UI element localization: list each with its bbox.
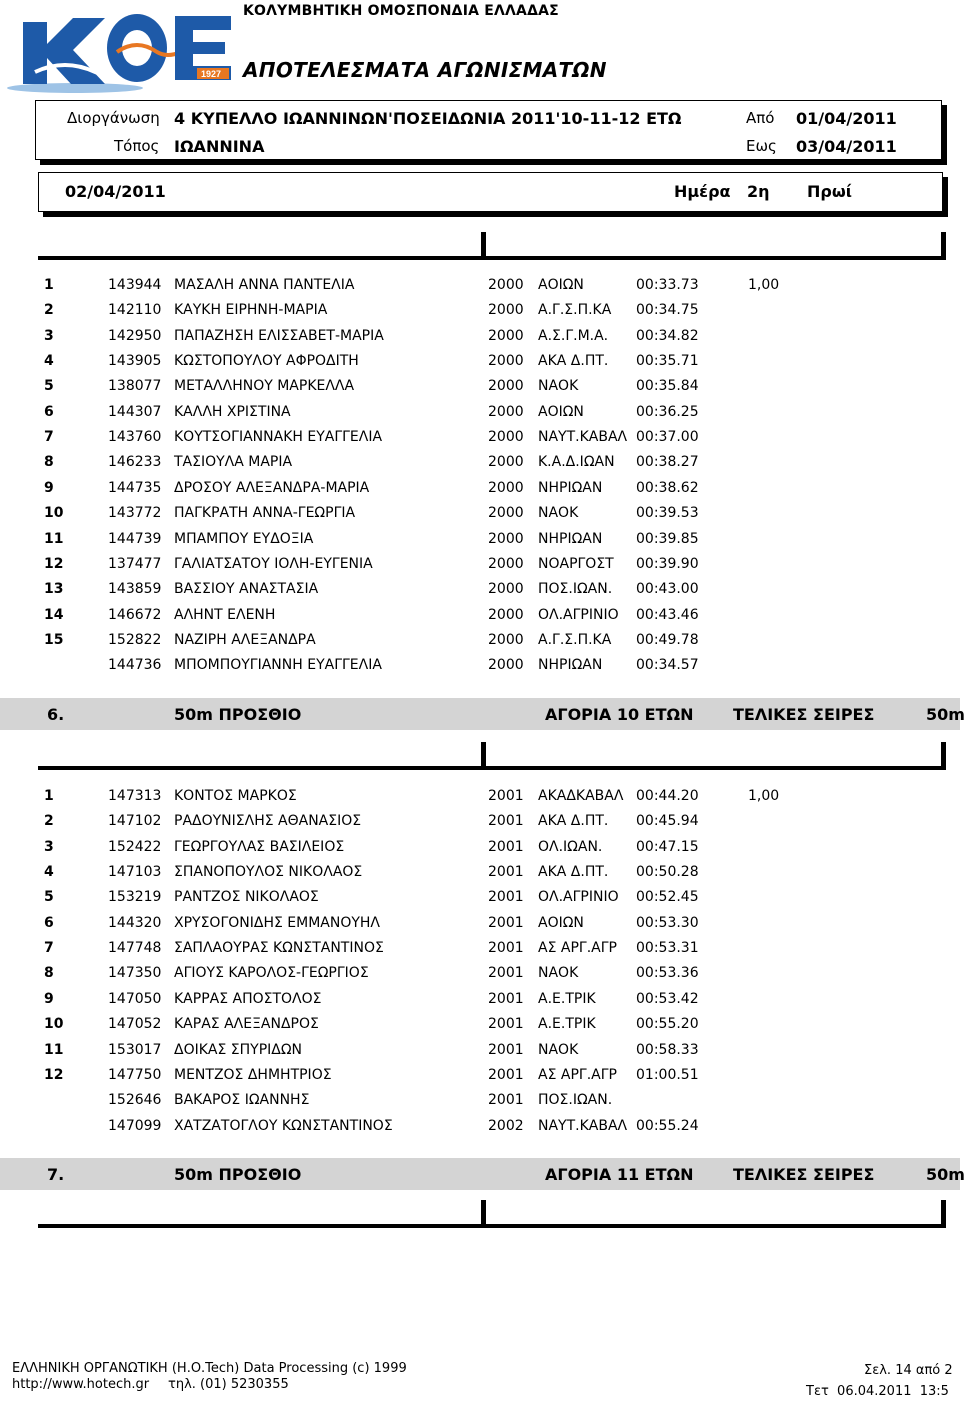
table-row: [0, 813, 960, 838]
id-cell: 146672: [108, 606, 162, 623]
club-cell: Α.Σ.Γ.Μ.Α.: [538, 327, 609, 344]
name-cell: ΧΑΤΖΑΤΟΓΛΟΥ ΚΩΝΣΤΑΝΤΙΝΟΣ: [174, 1117, 393, 1134]
name-cell: ΡΑΔΟΥΝΙΣΛΗΣ ΑΘΑΝΑΣΙΟΣ: [174, 813, 362, 830]
id-cell: 152646: [108, 1092, 162, 1109]
time-cell: 00:52.45: [636, 889, 699, 906]
table-row: [0, 1067, 960, 1092]
table-row: [0, 657, 960, 682]
club-cell: ΝΗΡΙΩΑΝ: [538, 657, 603, 674]
table-row: [0, 940, 960, 965]
rank-cell: 12: [44, 1066, 64, 1083]
table-row: [0, 277, 960, 302]
time-cell: 00:53.31: [636, 940, 699, 957]
rank-cell: 13: [44, 581, 64, 598]
name-cell: ΠΑΓΚΡΑΤΗ ΑΝΝΑ-ΓΕΩΡΓΙΑ: [174, 505, 356, 522]
club-cell: ΝΑΟΚ: [538, 1041, 579, 1058]
year-cell: 2000: [488, 581, 524, 598]
time-cell: 00:43.00: [636, 581, 699, 598]
federation-logo: [5, 2, 235, 90]
id-cell: 144307: [108, 403, 162, 420]
event-category: ΑΓΟΡΙΑ 11 ΕΤΩΝ: [545, 1165, 694, 1184]
year-cell: 2000: [488, 429, 524, 446]
name-cell: ΑΛΗΝΤ ΕΛΕΝΗ: [174, 606, 276, 623]
club-cell: ΝΗΡΙΩΑΝ: [538, 530, 603, 547]
year-cell: 2001: [488, 1092, 524, 1109]
club-cell: ΝΟΑΡΓΟΣΤ: [538, 555, 614, 572]
club-cell: Α.Ε.ΤΡΙΚ: [538, 1016, 596, 1033]
rank-cell: 14: [44, 606, 64, 623]
club-cell: ΑΚΑ Δ.ΠΤ.: [538, 864, 609, 881]
day-label: Ημέρα: [674, 182, 731, 201]
print-timestamp: Τετ 06.04.2011 13:5: [806, 1384, 949, 1399]
table-row: [0, 581, 960, 606]
footer-phone: τηλ. (01) 5230355: [168, 1377, 289, 1392]
year-cell: 2000: [488, 403, 524, 420]
event-title: 50m ΠΡΟΣΘΙΟ: [174, 705, 302, 724]
name-cell: ΒΑΣΣΙΟΥ ΑΝΑΣΤΑΣΙΑ: [174, 581, 319, 598]
rank-cell: 4: [44, 353, 54, 370]
name-cell: ΚΟΝΤΟΣ ΜΑΡΚΟΣ: [174, 788, 297, 804]
id-cell: 143944: [108, 277, 162, 293]
venue-label: Τόπος: [114, 137, 160, 155]
id-cell: 147750: [108, 1066, 162, 1083]
time-cell: 00:44.20: [636, 788, 699, 804]
name-cell: ΡΑΝΤΖΟΣ ΝΙΚΟΛΑΟΣ: [174, 889, 319, 906]
meet-info-box: [35, 100, 942, 160]
id-cell: 152422: [108, 838, 162, 855]
table-row: [0, 965, 960, 990]
time-cell: 00:33.73: [636, 277, 699, 293]
id-cell: 147102: [108, 813, 162, 830]
table-row: [0, 915, 960, 940]
time-cell: 00:36.25: [636, 403, 699, 420]
event-extra: 50m: [926, 1165, 965, 1184]
session-box: [38, 172, 943, 212]
points-cell: 1,00: [748, 788, 780, 804]
organizer-value: 4 ΚΥΠΕΛΛΟ ΙΩΑΝΝΙΝΩΝ'ΠΟΣΕΙΔΩΝΙΑ 2011'10-11-12 ΕΤΩ: [174, 109, 682, 128]
id-cell: 147748: [108, 940, 162, 957]
rank-cell: 5: [44, 889, 54, 906]
name-cell: ΧΡΥΣΟΓΟΝΙΔΗΣ ΕΜΜΑΝΟΥΗΛ: [174, 914, 381, 931]
name-cell: ΜΠΟΜΠΟΥΓΙΑΝΝΗ ΕΥΑΓΓΕΛΙΑ: [174, 657, 382, 674]
rank-cell: 4: [44, 864, 54, 881]
page-number: Σελ. 14 από 2: [864, 1363, 953, 1378]
rank-cell: 7: [44, 940, 54, 957]
time-cell: 00:38.62: [636, 479, 699, 496]
id-cell: 153219: [108, 889, 162, 906]
session-date: 02/04/2011: [65, 182, 166, 201]
id-cell: 137477: [108, 555, 162, 572]
club-cell: ΑΚΑ Δ.ΠΤ.: [538, 353, 609, 370]
rank-cell: 6: [44, 403, 54, 420]
rank-cell: 8: [44, 965, 54, 982]
year-cell: 2000: [488, 302, 524, 319]
rank-cell: 1: [44, 277, 54, 293]
event-round: ΤΕΛΙΚΕΣ ΣΕΙΡΕΣ: [733, 1165, 875, 1184]
id-cell: 144320: [108, 914, 162, 931]
table-row: [0, 788, 960, 813]
club-cell: ΑΟΙΩΝ: [538, 403, 584, 420]
year-cell: 2000: [488, 327, 524, 344]
year-cell: 2001: [488, 990, 524, 1007]
year-cell: 2001: [488, 813, 524, 830]
name-cell: ΠΑΠΑΖΗΣΗ ΕΛΙΣΣΑΒΕΤ-ΜΑΡΙΑ: [174, 327, 384, 344]
footer-company: ΕΛΛΗΝΙΚΗ ΟΡΓΑΝΩΤΙΚΗ (Η.Ο.Tech) Data Processing (c) 1999: [12, 1361, 407, 1376]
results-title: ΑΠΟΤΕΛΕΣΜΑΤΑ ΑΓΩΝΙΣΜΑΤΩΝ: [243, 58, 607, 82]
rank-cell: 12: [44, 555, 64, 572]
year-cell: 2002: [488, 1117, 524, 1134]
name-cell: ΜΑΣΑΛΗ ΑΝΝΑ ΠΑΝΤΕΛΙΑ: [174, 277, 355, 293]
year-cell: 2000: [488, 606, 524, 623]
rank-cell: 7: [44, 429, 54, 446]
logo-year: 1927: [201, 69, 222, 79]
to-label: Εως: [746, 137, 777, 155]
club-cell: ΝΑΟΚ: [538, 378, 579, 395]
organizer-label: Διοργάνωση: [67, 109, 160, 127]
time-cell: 00:39.53: [636, 505, 699, 522]
name-cell: ΜΠΑΜΠΟΥ ΕΥΔΟΞΙΑ: [174, 530, 314, 547]
year-cell: 2000: [488, 631, 524, 648]
time-cell: 00:43.46: [636, 606, 699, 623]
club-cell: ΑΣ ΑΡΓ.ΑΓΡ: [538, 940, 617, 957]
event-number: 6.: [47, 705, 65, 724]
id-cell: 147350: [108, 965, 162, 982]
name-cell: ΤΑΣΙΟΥΛΑ ΜΑΡΙΑ: [174, 454, 293, 471]
year-cell: 2001: [488, 940, 524, 957]
table-row: [0, 480, 960, 505]
time-cell: 00:35.84: [636, 378, 699, 395]
name-cell: ΑΓΙΟΥΣ ΚΑΡΟΛΟΣ-ΓΕΩΡΓΙΟΣ: [174, 965, 369, 982]
time-cell: 00:34.82: [636, 327, 699, 344]
club-cell: ΑΟΙΩΝ: [538, 277, 584, 293]
rank-cell: 3: [44, 327, 54, 344]
year-cell: 2000: [488, 505, 524, 522]
id-cell: 153017: [108, 1041, 162, 1058]
table-row: [0, 328, 960, 353]
results-table-1: [0, 277, 960, 682]
time-cell: 00:39.85: [636, 530, 699, 547]
club-cell: ΝΑΥΤ.ΚΑΒΑΛ: [538, 429, 628, 446]
table-row: [0, 1118, 960, 1143]
year-cell: 2001: [488, 788, 524, 804]
year-cell: 2001: [488, 838, 524, 855]
club-cell: ΝΑΟΚ: [538, 965, 579, 982]
event-round: ΤΕΛΙΚΕΣ ΣΕΙΡΕΣ: [733, 705, 875, 724]
rank-cell: 8: [44, 454, 54, 471]
club-cell: ΑΟΙΩΝ: [538, 914, 584, 931]
name-cell: ΣΑΠΛΑΟΥΡΑΣ ΚΩΝΣΤΑΝΤΙΝΟΣ: [174, 940, 384, 957]
year-cell: 2000: [488, 555, 524, 572]
year-cell: 2000: [488, 479, 524, 496]
club-cell: Κ.Α.Δ.ΙΩΑΝ: [538, 454, 615, 471]
time-cell: 00:37.00: [636, 429, 699, 446]
rank-cell: 2: [44, 813, 54, 830]
time-cell: 01:00.51: [636, 1066, 699, 1083]
name-cell: ΝΑΖΙΡΗ ΑΛΕΞΑΝΔΡΑ: [174, 631, 316, 648]
table-row: [0, 991, 960, 1016]
name-cell: ΓΑΛΙΑΤΣΑΤΟΥ ΙΟΛΗ-ΕΥΓΕΝΙΑ: [174, 555, 373, 572]
rank-cell: 11: [44, 530, 64, 547]
rank-cell: 6: [44, 914, 54, 931]
year-cell: 2000: [488, 657, 524, 674]
year-cell: 2000: [488, 378, 524, 395]
venue-value: ΙΩΑΝΝΙΝΑ: [174, 137, 265, 156]
id-cell: 138077: [108, 378, 162, 395]
club-cell: ΝΑΟΚ: [538, 505, 579, 522]
id-cell: 143772: [108, 505, 162, 522]
id-cell: 143760: [108, 429, 162, 446]
time-cell: 00:34.57: [636, 657, 699, 674]
rank-cell: 10: [44, 1016, 64, 1033]
name-cell: ΚΑΡΑΣ ΑΛΕΞΑΝΔΡΟΣ: [174, 1016, 319, 1033]
to-date: 03/04/2011: [796, 137, 897, 156]
table-row: [0, 404, 960, 429]
rank-cell: 10: [44, 505, 64, 522]
id-cell: 147103: [108, 864, 162, 881]
event-title: 50m ΠΡΟΣΘΙΟ: [174, 1165, 302, 1184]
name-cell: ΚΟΥΤΣΟΓΙΑΝΝΑΚΗ ΕΥΑΓΓΕΛΙΑ: [174, 429, 383, 446]
rank-cell: 9: [44, 990, 54, 1007]
table-row: [0, 607, 960, 632]
rank-cell: 9: [44, 479, 54, 496]
session-part: Πρωί: [807, 182, 852, 201]
table-row: [0, 889, 960, 914]
id-cell: 147313: [108, 788, 162, 804]
from-date: 01/04/2011: [796, 109, 897, 128]
table-row: [0, 1016, 960, 1041]
rank-cell: 5: [44, 378, 54, 395]
time-cell: 00:55.20: [636, 1016, 699, 1033]
id-cell: 143859: [108, 581, 162, 598]
event-number: 7.: [47, 1165, 65, 1184]
club-cell: ΠΟΣ.ΙΩΑΝ.: [538, 1092, 613, 1109]
id-cell: 142110: [108, 302, 162, 319]
id-cell: 147099: [108, 1117, 162, 1134]
club-cell: ΑΣ ΑΡΓ.ΑΓΡ: [538, 1066, 617, 1083]
table-row: [0, 302, 960, 327]
rank-cell: 1: [44, 788, 54, 804]
id-cell: 144735: [108, 479, 162, 496]
name-cell: ΜΕΝΤΖΟΣ ΔΗΜΗΤΡΙΟΣ: [174, 1066, 332, 1083]
club-cell: Α.Ε.ΤΡΙΚ: [538, 990, 596, 1007]
year-cell: 2001: [488, 864, 524, 881]
name-cell: ΣΠΑΝΟΠΟΥΛΟΣ ΝΙΚΟΛΑΟΣ: [174, 864, 363, 881]
name-cell: ΔΡΟΣΟΥ ΑΛΕΞΑΝΔΡΑ-ΜΑΡΙΑ: [174, 479, 370, 496]
id-cell: 143905: [108, 353, 162, 370]
table-row: [0, 864, 960, 889]
table-row: [0, 1092, 960, 1117]
name-cell: ΚΩΣΤΟΠΟΥΛΟΥ ΑΦΡΟΔΙΤΗ: [174, 353, 359, 370]
time-cell: 00:39.90: [636, 555, 699, 572]
id-cell: 144739: [108, 530, 162, 547]
table-row: [0, 1042, 960, 1067]
table-header-rule: [38, 232, 946, 260]
club-cell: ΟΛ.ΑΓΡΙΝΙΟ: [538, 889, 619, 906]
time-cell: 00:35.71: [636, 353, 699, 370]
club-cell: ΟΛ.ΙΩΑΝ.: [538, 838, 603, 855]
name-cell: ΚΑΛΛΗ ΧΡΙΣΤΙΝΑ: [174, 403, 291, 420]
table-row: [0, 632, 960, 657]
time-cell: 00:55.24: [636, 1117, 699, 1134]
rank-cell: 15: [44, 631, 64, 648]
year-cell: 2000: [488, 454, 524, 471]
club-cell: ΝΗΡΙΩΑΝ: [538, 479, 603, 496]
year-cell: 2001: [488, 965, 524, 982]
year-cell: 2000: [488, 277, 524, 293]
event-extra: 50m: [926, 705, 965, 724]
year-cell: 2001: [488, 1016, 524, 1033]
club-cell: ΝΑΥΤ.ΚΑΒΑΛ: [538, 1117, 628, 1134]
time-cell: 00:49.78: [636, 631, 699, 648]
id-cell: 142950: [108, 327, 162, 344]
day-value: 2η: [747, 182, 770, 201]
time-cell: 00:50.28: [636, 864, 699, 881]
event-7-bar: [0, 1158, 965, 1190]
logo-graphic: [5, 2, 235, 90]
club-cell: ΟΛ.ΑΓΡΙΝΙΟ: [538, 606, 619, 623]
name-cell: ΚΑΡΡΑΣ ΑΠΟΣΤΟΛΟΣ: [174, 990, 322, 1007]
year-cell: 2001: [488, 1066, 524, 1083]
name-cell: ΚΑΥΚΗ ΕΙΡΗΝΗ-ΜΑΡΙΑ: [174, 302, 328, 319]
id-cell: 147052: [108, 1016, 162, 1033]
table-row: [0, 556, 960, 581]
name-cell: ΔΟΙΚΑΣ ΣΠΥΡΙΔΩΝ: [174, 1041, 303, 1058]
event-6-bar: [0, 698, 965, 730]
rank-cell: 3: [44, 838, 54, 855]
time-cell: 00:38.27: [636, 454, 699, 471]
from-label: Από: [746, 109, 775, 127]
table-row: [0, 429, 960, 454]
year-cell: 2000: [488, 353, 524, 370]
club-cell: ΑΚΑ Δ.ΠΤ.: [538, 813, 609, 830]
club-cell: ΠΟΣ.ΙΩΑΝ.: [538, 581, 613, 598]
time-cell: 00:45.94: [636, 813, 699, 830]
year-cell: 2001: [488, 1041, 524, 1058]
name-cell: ΜΕΤΑΛΛΗΝΟΥ ΜΑΡΚΕΛΛΑ: [174, 378, 355, 395]
id-cell: 147050: [108, 990, 162, 1007]
table-row: [0, 839, 960, 864]
table-header-rule: [38, 1200, 946, 1228]
time-cell: 00:53.36: [636, 965, 699, 982]
points-cell: 1,00: [748, 277, 780, 293]
table-row: [0, 353, 960, 378]
year-cell: 2000: [488, 530, 524, 547]
event-category: ΑΓΟΡΙΑ 10 ΕΤΩΝ: [545, 705, 694, 724]
time-cell: 00:58.33: [636, 1041, 699, 1058]
time-cell: 00:47.15: [636, 838, 699, 855]
time-cell: 00:53.42: [636, 990, 699, 1007]
table-row: [0, 378, 960, 403]
results-table-2: [0, 788, 960, 1143]
table-row: [0, 454, 960, 479]
name-cell: ΒΑΚΑΡΟΣ ΙΩΑΝΝΗΣ: [174, 1092, 310, 1109]
table-header-rule: [38, 742, 946, 770]
club-cell: Α.Γ.Σ.Π.ΚΑ: [538, 302, 612, 319]
rank-cell: 2: [44, 302, 54, 319]
time-cell: 00:34.75: [636, 302, 699, 319]
year-cell: 2001: [488, 914, 524, 931]
club-cell: Α.Γ.Σ.Π.ΚΑ: [538, 631, 612, 648]
federation-name: ΚΟΛΥΜΒΗΤΙΚΗ ΟΜΟΣΠΟΝΔΙΑ ΕΛΛΑΔΑΣ: [243, 3, 559, 19]
id-cell: 144736: [108, 657, 162, 674]
table-row: [0, 531, 960, 556]
rank-cell: 11: [44, 1041, 64, 1058]
id-cell: 146233: [108, 454, 162, 471]
id-cell: 152822: [108, 631, 162, 648]
club-cell: ΑΚΑΔΚΑΒΑΛ: [538, 788, 624, 804]
footer-website[interactable]: http://www.hotech.gr: [12, 1377, 150, 1392]
time-cell: 00:53.30: [636, 914, 699, 931]
year-cell: 2001: [488, 889, 524, 906]
name-cell: ΓΕΩΡΓΟΥΛΑΣ ΒΑΣΙΛΕΙΟΣ: [174, 838, 345, 855]
table-row: [0, 505, 960, 530]
